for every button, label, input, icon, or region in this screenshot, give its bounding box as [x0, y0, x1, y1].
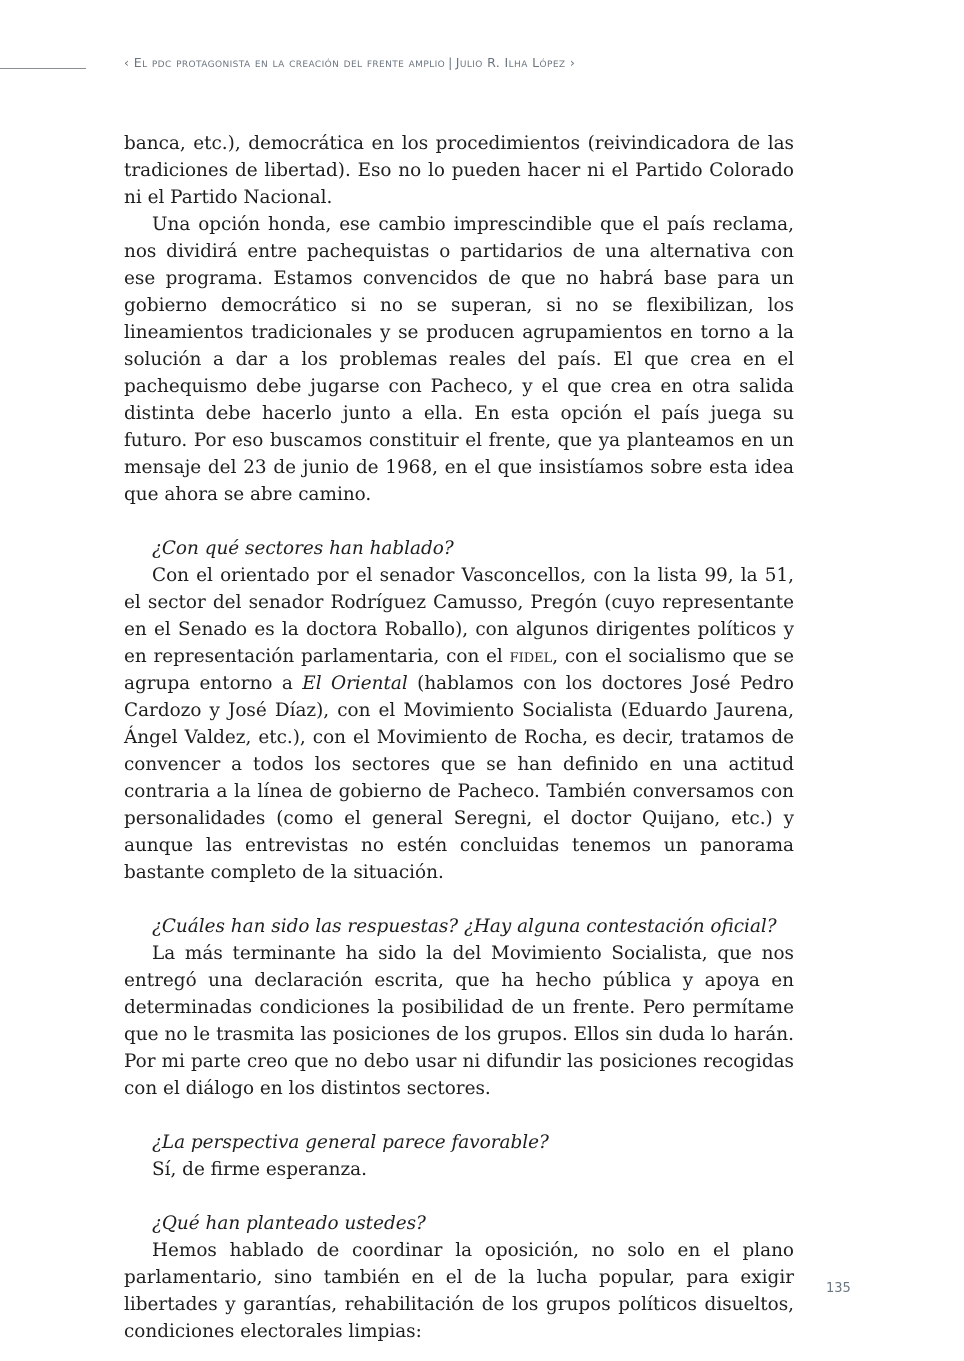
- paragraph: Una opción honda, ese cambio imprescindible que el país reclama, nos dividirá entre pachequistas o partidarios de una alternativa con ese programa. Estamos convencidos de que no habrá base para un gobierno democrático si no se superan, si no se flexibilizan, los lineamientos tradicionales y se producen agrupamientos en torno a la solución a dar a los problemas reales del país. El que crea en el pachequismo debe jugarse con Pacheco, y el que crea en otra salida distinta debe hacerlo junto a ella. En esta opción el país juega su futuro. Por eso buscamos constituir el frente, que ya planteamos en un mensaje del 23 de junio de 1968, en el que insistíamos sobre esta idea que ahora se abre camino.: [124, 214, 794, 505]
- page-number: 135: [826, 1281, 851, 1296]
- newspaper-title: El Oriental: [302, 673, 408, 694]
- interview-answer: [124, 562, 794, 886]
- spacer: [124, 886, 794, 913]
- spacer: [124, 508, 794, 535]
- running-head-author: Julio R. Ilha López ›: [455, 55, 576, 70]
- answer-text: Con el orientado por el senador Vasconcellos, con la lista 99, la 51, el sector del senador Rodríguez Camusso, Pregón (cuyo representante en el Senado es la doctora Roballo), con algunos dirigentes políticos y en representación parlamentaria, con el: [124, 565, 794, 667]
- page-body: [124, 130, 794, 1345]
- interview-answer: La más terminante ha sido la del Movimiento Socialista, que nos entregó una declaración escrita, que ha hecho pública y apoya en determinadas condiciones la posibilidad de un frente. Pero permítame que no le trasmita las posiciones de los grupos. Ellos sin duda lo harán. Por mi parte creo que no debo usar ni difundir las posiciones recogidas con el diálogo en los distintos sectores.: [124, 943, 794, 1099]
- interview-question: ¿La perspectiva general parece favorable?: [152, 1132, 549, 1153]
- interview-question: ¿Qué han planteado ustedes?: [152, 1213, 426, 1234]
- spacer: [124, 1102, 794, 1129]
- interview-answer: Hemos hablado de coordinar la oposición, no solo en el plano parlamentario, sino también en el de la lucha popular, para exigir libertades y garantías, rehabilitación de los grupos políticos disueltos, condiciones electorales limpias:: [124, 1240, 794, 1342]
- running-head-separator: |: [448, 55, 453, 70]
- answer-text: , con el socialismo que se agrupa entorno a: [124, 646, 795, 694]
- header-rule: [0, 68, 86, 69]
- spacer: [124, 1183, 794, 1210]
- interview-answer: Sí, de firme esperanza.: [152, 1159, 367, 1180]
- answer-text: (hablamos con los doctores José Pedro Cardozo y José Díaz), con el Movimiento Socialista (Eduardo Jaurena, Ángel Valdez, etc.), con el Movimiento de Rocha, es decir, tratamos de convencer a todos los sectores que se han definido en una actitud contraria a la línea de gobierno de Pacheco. También conversamos con personalidades (como el general Seregni, el doctor Quijano, etc.) y aunque las entrevistas no estén concluidas tenemos un panorama bastante completo de la situación.: [124, 673, 794, 883]
- interview-question: ¿Con qué sectores han hablado?: [152, 538, 454, 559]
- interview-question: ¿Cuáles han sido las respuestas? ¿Hay alguna contestación oficial?: [152, 916, 777, 937]
- running-head-title: ‹ El pdc protagonista en la creación del frente amplio: [124, 55, 446, 70]
- running-head: [124, 55, 824, 70]
- fidel-acronym: fidel: [509, 646, 553, 667]
- paragraph: banca, etc.), democrática en los procedimientos (reivindicadora de las tradiciones de libertad). Eso no lo pueden hacer ni el Partido Colorado ni el Partido Nacional.: [124, 133, 794, 208]
